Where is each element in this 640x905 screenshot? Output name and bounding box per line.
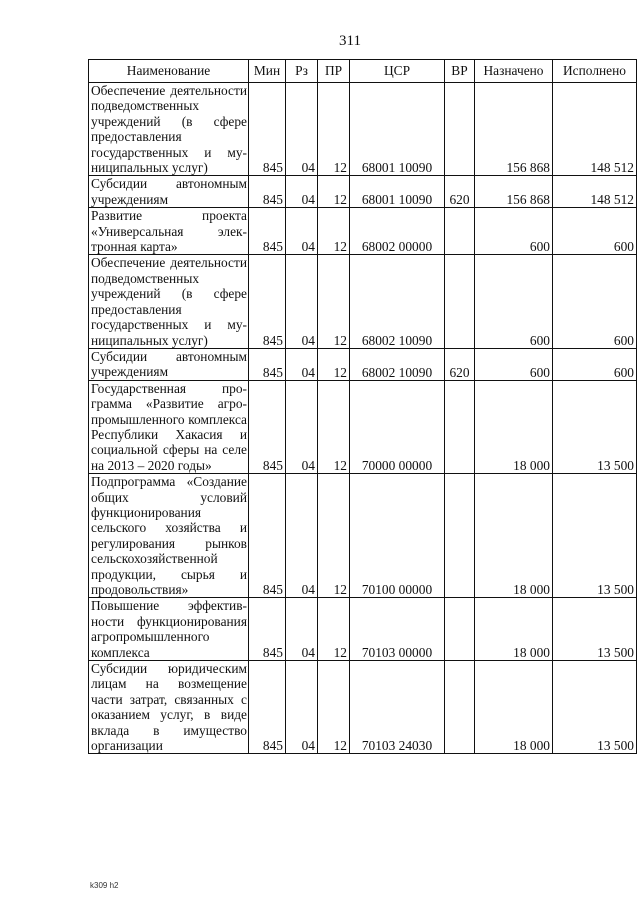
row-csr: 68002 00000 (350, 208, 445, 255)
table-row (89, 474, 637, 598)
row-assigned: 600 (475, 348, 553, 380)
row-assigned: 18 000 (475, 598, 553, 661)
row-min: 845 (249, 176, 286, 208)
row-csr: 70103 24030 (350, 661, 445, 754)
table-row (89, 255, 637, 348)
row-rz: 04 (286, 380, 318, 473)
row-rz: 04 (286, 598, 318, 661)
row-vr (445, 83, 475, 176)
row-vr (445, 474, 475, 598)
row-csr: 68002 10090 (350, 348, 445, 380)
row-vr (445, 661, 475, 754)
row-pr: 12 (318, 176, 350, 208)
row-assigned: 600 (475, 208, 553, 255)
row-csr: 68001 10090 (350, 83, 445, 176)
page-number: 311 (339, 33, 361, 49)
row-min: 845 (249, 348, 286, 380)
row-executed: 13 500 (553, 598, 637, 661)
row-executed: 13 500 (553, 380, 637, 473)
table-header-row (89, 60, 637, 83)
row-rz: 04 (286, 474, 318, 598)
row-name: Субсидии автономным учреждениям (89, 348, 249, 380)
row-pr: 12 (318, 255, 350, 348)
row-assigned: 156 868 (475, 83, 553, 176)
row-executed: 148 512 (553, 83, 637, 176)
row-csr: 68001 10090 (350, 176, 445, 208)
row-vr (445, 208, 475, 255)
table-row (89, 661, 637, 754)
row-rz: 04 (286, 661, 318, 754)
budget-table (88, 59, 637, 754)
row-csr: 70103 00000 (350, 598, 445, 661)
row-pr: 12 (318, 661, 350, 754)
row-assigned: 18 000 (475, 474, 553, 598)
table-row (89, 208, 637, 255)
row-pr: 12 (318, 598, 350, 661)
row-pr: 12 (318, 348, 350, 380)
row-rz: 04 (286, 208, 318, 255)
row-csr: 70000 00000 (350, 380, 445, 473)
row-vr (445, 255, 475, 348)
row-name: Обеспечение деятельности подведомственных учреждений (в сфере предоставления государственных и муниципальных услуг) (89, 83, 249, 176)
row-name: Субсидии юридическим лицам на возмещение части затрат, связанных с оказанием услуг, в виде вклада в имущество организации (89, 661, 249, 754)
row-min: 845 (249, 598, 286, 661)
row-executed: 148 512 (553, 176, 637, 208)
row-vr: 620 (445, 176, 475, 208)
header-name: Наименование (89, 60, 249, 83)
row-min: 845 (249, 83, 286, 176)
row-executed: 600 (553, 348, 637, 380)
row-pr: 12 (318, 83, 350, 176)
row-rz: 04 (286, 83, 318, 176)
header-min: Мин (249, 60, 286, 83)
row-rz: 04 (286, 176, 318, 208)
row-pr: 12 (318, 208, 350, 255)
header-pr: ПР (318, 60, 350, 83)
row-name: Субсидии автономным учреждениям (89, 176, 249, 208)
row-name: Развитие проекта «Универсальная электронная карта» (89, 208, 249, 255)
row-min: 845 (249, 208, 286, 255)
table-row (89, 83, 637, 176)
row-pr: 12 (318, 474, 350, 598)
table-row (89, 176, 637, 208)
footer-code: k309 h2 (90, 881, 119, 890)
row-min: 845 (249, 474, 286, 598)
row-assigned: 18 000 (475, 661, 553, 754)
row-executed: 13 500 (553, 661, 637, 754)
header-executed: Исполнено (553, 60, 637, 83)
row-name: Повышение эффективности функционирования агропромышленного комплекса (89, 598, 249, 661)
row-vr (445, 598, 475, 661)
row-executed: 600 (553, 255, 637, 348)
row-executed: 13 500 (553, 474, 637, 598)
header-assigned: Назначено (475, 60, 553, 83)
row-min: 845 (249, 255, 286, 348)
row-vr (445, 380, 475, 473)
row-name: Подпрограмма «Создание общих условий функционирования сельского хозяйства и регулирования рынков сельскохозяйственной продукции, сырья и продовольствия» (89, 474, 249, 598)
row-vr: 620 (445, 348, 475, 380)
header-rz: Рз (286, 60, 318, 83)
row-pr: 12 (318, 380, 350, 473)
row-executed: 600 (553, 208, 637, 255)
row-min: 845 (249, 380, 286, 473)
row-assigned: 156 868 (475, 176, 553, 208)
table-row (89, 348, 637, 380)
row-assigned: 600 (475, 255, 553, 348)
row-name: Обеспечение деятельности подведомственных учреждений (в сфере предоставления государственных и муниципальных услуг) (89, 255, 249, 348)
header-csr: ЦСР (350, 60, 445, 83)
row-assigned: 18 000 (475, 380, 553, 473)
row-csr: 70100 00000 (350, 474, 445, 598)
table-row (89, 380, 637, 473)
row-min: 845 (249, 661, 286, 754)
table-row (89, 598, 637, 661)
row-rz: 04 (286, 348, 318, 380)
row-name: Государственная программа «Развитие агропромышленного комплекса Республики Хакасия и социальной сферы на селе на 2013 – 2020 годы» (89, 380, 249, 473)
header-vr: ВР (445, 60, 475, 83)
row-rz: 04 (286, 255, 318, 348)
row-csr: 68002 10090 (350, 255, 445, 348)
